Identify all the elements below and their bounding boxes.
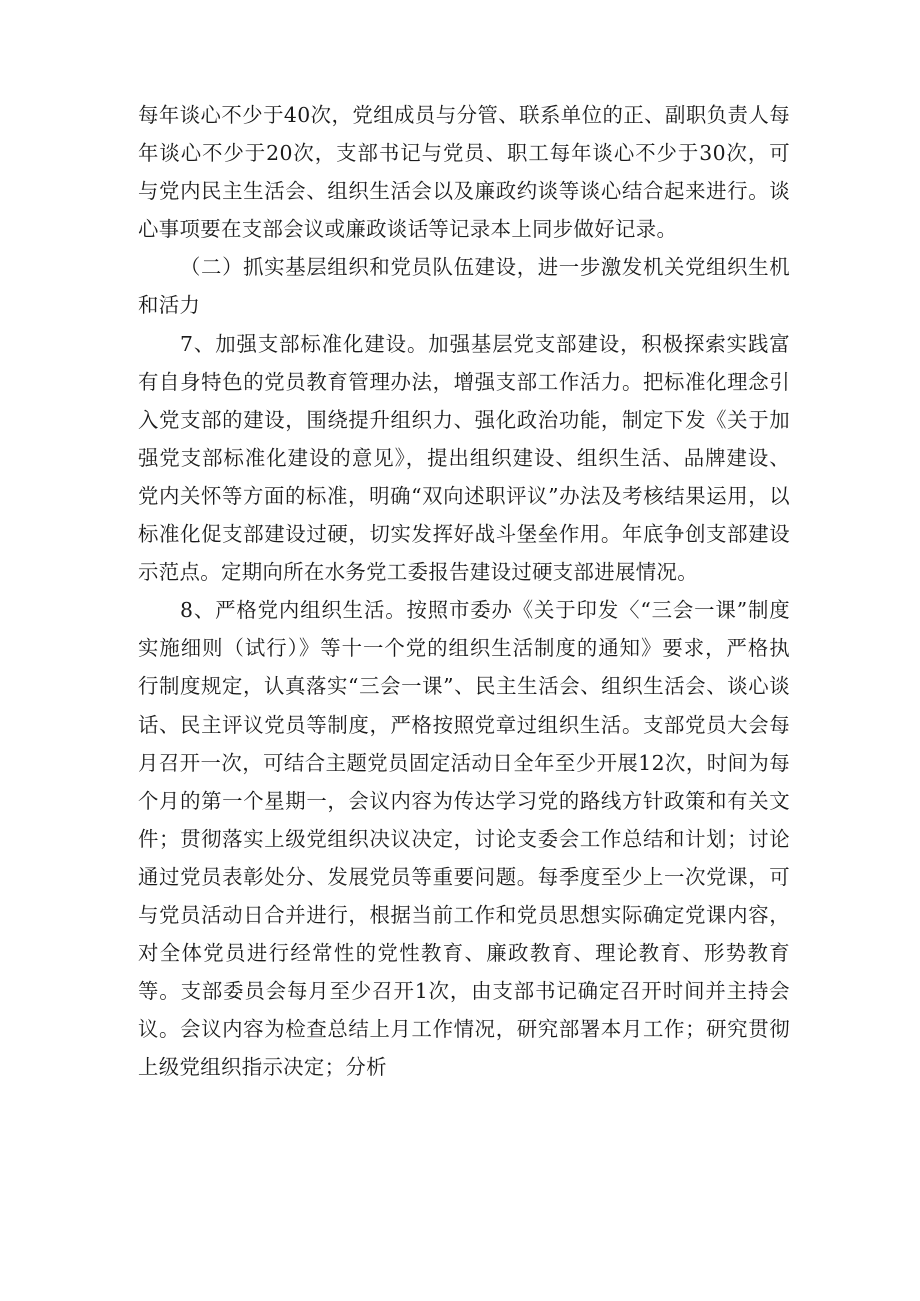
section-heading: （二）抓实基层组织和党员队伍建设，进一步激发机关党组织生机和活力 — [138, 255, 790, 318]
document-page — [138, 96, 790, 1086]
paragraph-item-8: 8、严格党内组织生活。按照市委办《关于印发〈“三会一课”制度实施细则（试行）》等十一个党的组织生活制度的通知》要求，严格执行制度规定，认真落实“三会一课”、民主生活会、组织生活会、谈心谈话、民主评议党员等制度，严格按照党章过组织生活。支部党员大会每月召开一次，可结合主题党员固定活动日全年至少开展12次，时间为每个月的第一个星期一，会议内容为传达学习党的路线方针政策和有关文件；贯彻落实上级党组织决议决定，讨论支委会工作总结和计划；讨论通过党员表彰处分、发展党员等重要问题。每季度至少上一次党课，可与党员活动日合并进行，根据当前工作和党员思想实际确定党课内容，对全体党员进行经常性的党性教育、廉政教育、理论教育、形势教育等。支部委员会每月至少召开1次，由支部书记确定召开时间并主持会议。会议内容为检查总结上月工作情况，研究部署本月工作；研究贯彻上级党组织指示决定；分析 — [138, 598, 790, 1080]
paragraph-continuation: 每年谈心不少于40次，党组成员与分管、联系单位的正、副职负责人每年谈心不少于20次，支部书记与党员、职工每年谈心不少于30次，可与党内民主生活会、组织生活会以及廉政约谈等谈心结合起来进行。谈心事项要在支部会议或廉政谈话等记录本上同步做好记录。 — [138, 103, 790, 242]
paragraph-item-7: 7、加强支部标准化建设。加强基层党支部建设，积极探索实践富有自身特色的党员教育管理办法，增强支部工作活力。把标准化理念引入党支部的建设，围绕提升组织力、强化政治功能，制定下发《关于加强党支部标准化建设的意见》，提出组织建设、组织生活、品牌建设、党内关怀等方面的标准，明确“双向述职评议”办法及考核结果运用，以标准化促支部建设过硬，切实发挥好战斗堡垒作用。年底争创支部建设示范点。定期向所在水务党工委报告建设过硬支部进展情况。 — [138, 331, 790, 585]
